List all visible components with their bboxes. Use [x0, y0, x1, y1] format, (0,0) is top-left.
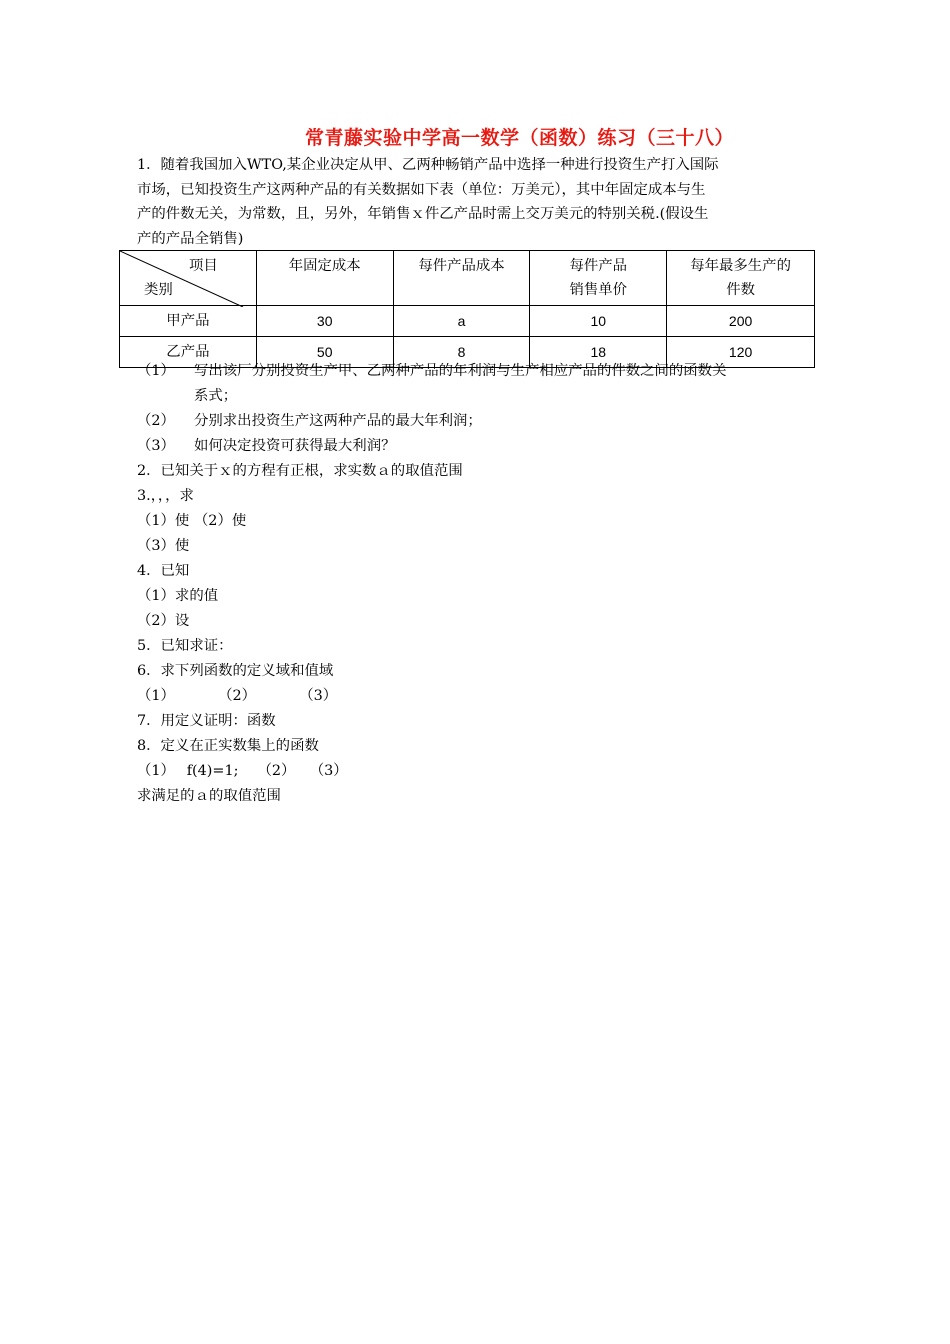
question-6: 6．求下列函数的定义域和值域: [137, 663, 334, 679]
question-8-parts: （1） f(4)=1; （2） （3）: [137, 763, 348, 779]
table-row: [120, 306, 815, 337]
cell-value: 10: [530, 306, 667, 337]
question-6-parts: （1） （2） （3）: [137, 688, 338, 704]
corner-label-category: 类别: [144, 282, 173, 298]
header-max-production: 每年最多生产的 件数: [667, 251, 815, 306]
q1-sub-1: （1） 写出该厂分别投资生产甲、乙两种产品的年利润与生产相应产品的件数之间的函数关 系式；: [137, 363, 727, 404]
question-list: [137, 359, 817, 809]
table-corner-cell: [120, 251, 257, 306]
cell-value: 30: [256, 306, 393, 337]
q1-line-2: 市场，已知投资生产这两种产品的有关数据如下表（单位：万美元），其中年固定成本与生: [137, 181, 706, 198]
question-5: 5．已知求证：: [137, 638, 233, 654]
product-data-table: [119, 250, 815, 368]
table-header-row: [120, 251, 815, 306]
question-4-part-2: （2）设: [137, 613, 190, 629]
corner-label-item: 项目: [189, 258, 218, 274]
q1-sub-2: （2） 分别求出投资生产这两种产品的最大年利润；: [137, 413, 482, 429]
row-label: 乙产品: [120, 337, 257, 368]
question-1-intro: [137, 153, 817, 251]
row-label: 甲产品: [120, 306, 257, 337]
q1-line-1: 1．随着我国加入WTO,某企业决定从甲、乙两种畅销产品中选择一种进行投资生产打入国际: [137, 157, 719, 173]
header-fixed-cost: 年固定成本: [256, 251, 393, 306]
question-3-parts-b: （3）使: [137, 538, 190, 554]
question-2: 2．已知关于ｘ的方程有正根，求实数ａ的取值范围: [137, 463, 463, 479]
question-7: 7．用定义证明：函数: [137, 713, 276, 729]
cell-value: 18: [530, 337, 667, 368]
cell-value: 8: [393, 337, 530, 368]
document-title: 常青藤实验中学高一数学（函数）练习（三十八）: [305, 127, 735, 149]
question-4: 4．已知: [137, 563, 190, 579]
q1-sub-3: （3） 如何决定投资可获得最大利润？: [137, 438, 396, 454]
question-4-part-1: （1）求的值: [137, 588, 219, 604]
question-3-parts-a: （1）使 （2）使: [137, 513, 247, 529]
header-unit-price: 每件产品 销售单价: [530, 251, 667, 306]
cell-value: 200: [667, 306, 815, 337]
question-8-ask: 求满足的ａ的取值范围: [137, 788, 281, 804]
cell-value: 120: [667, 337, 815, 368]
header-unit-cost: 每件产品成本: [393, 251, 530, 306]
question-8: 8．定义在正实数集上的函数: [137, 738, 319, 754]
cell-value: a: [393, 306, 530, 337]
q1-line-3: 产的件数无关，为常数，且，另外，年销售ｘ件乙产品时需上交万美元的特别关税.(假设生: [137, 206, 709, 222]
question-3: 3.，，，求: [137, 488, 194, 504]
cell-value: 50: [256, 337, 393, 368]
q1-line-4: 产的产品全销售): [137, 230, 244, 247]
